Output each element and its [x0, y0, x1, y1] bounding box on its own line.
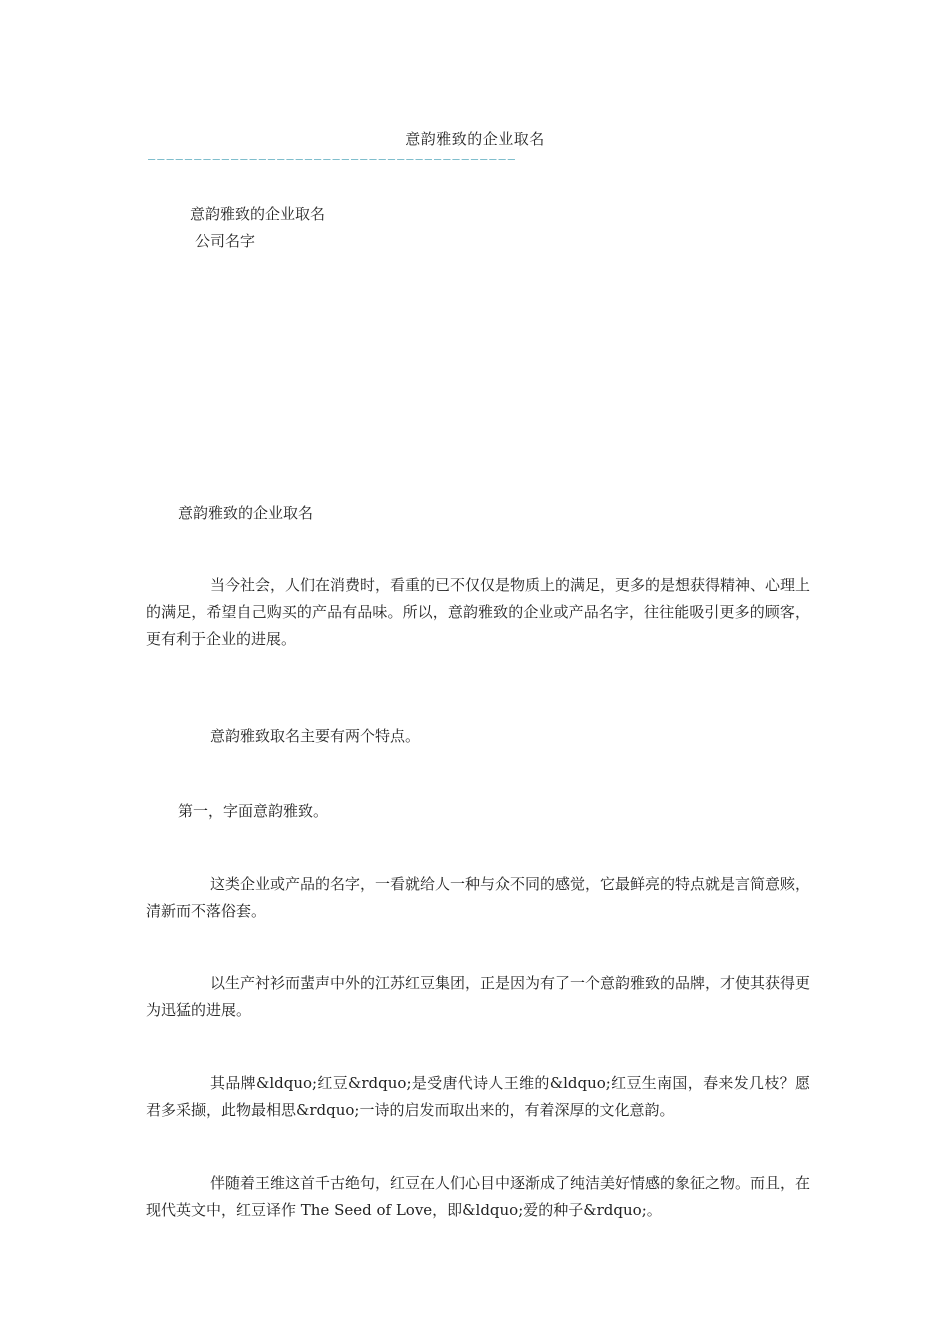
header-title: 意韵雅致的企业取名 [190, 205, 326, 223]
paragraph-features: 意韵雅致取名主要有两个特点。 [210, 727, 421, 745]
paragraph-seed-of-love: 伴随着王维这首千古绝句，红豆在人们心目中逐渐成了纯洁美好情感的象征之物。而且，在现代英文中，红豆译作 The Seed of Love，即&ldquo;爱的种子&rdquo;。 [146, 1174, 811, 1219]
paragraph-hongdou: 以生产衬衫而蜚声中外的江苏红豆集团，正是因为有了一个意韵雅致的品牌，才使其获得更为迅猛的进展。 [146, 974, 811, 1019]
section-title: 意韵雅致的企业取名 [178, 504, 314, 522]
header-subtitle: 公司名字 [195, 232, 256, 250]
paragraph-description: 这类企业或产品的名字，一看就给人一种与众不同的感觉，它最鲜亮的特点就是言简意赅，清新而不落俗套。 [146, 875, 811, 920]
paragraph-intro: 当今社会，人们在消费时，看重的已不仅仅是物质上的满足，更多的是想获得精神、心理上的满足，希望自己购买的产品有品味。所以，意韵雅致的企业或产品名字，往往能吸引更多的顾客，更有利于企业的进展。 [146, 576, 811, 648]
document-title: 意韵雅致的企业取名 [405, 130, 545, 148]
paragraph-point-one: 第一，字面意韵雅致。 [178, 802, 329, 820]
paragraph-poem: 其品牌&ldquo;红豆&rdquo;是受唐代诗人王维的&ldquo;红豆生南国，春来发几枝？愿君多采撷，此物最相思&rdquo;一诗的启发而取出来的，有着深厚的文化意韵。 [146, 1074, 810, 1119]
dashed-divider: ———————————————————————————————————————— [148, 152, 517, 166]
